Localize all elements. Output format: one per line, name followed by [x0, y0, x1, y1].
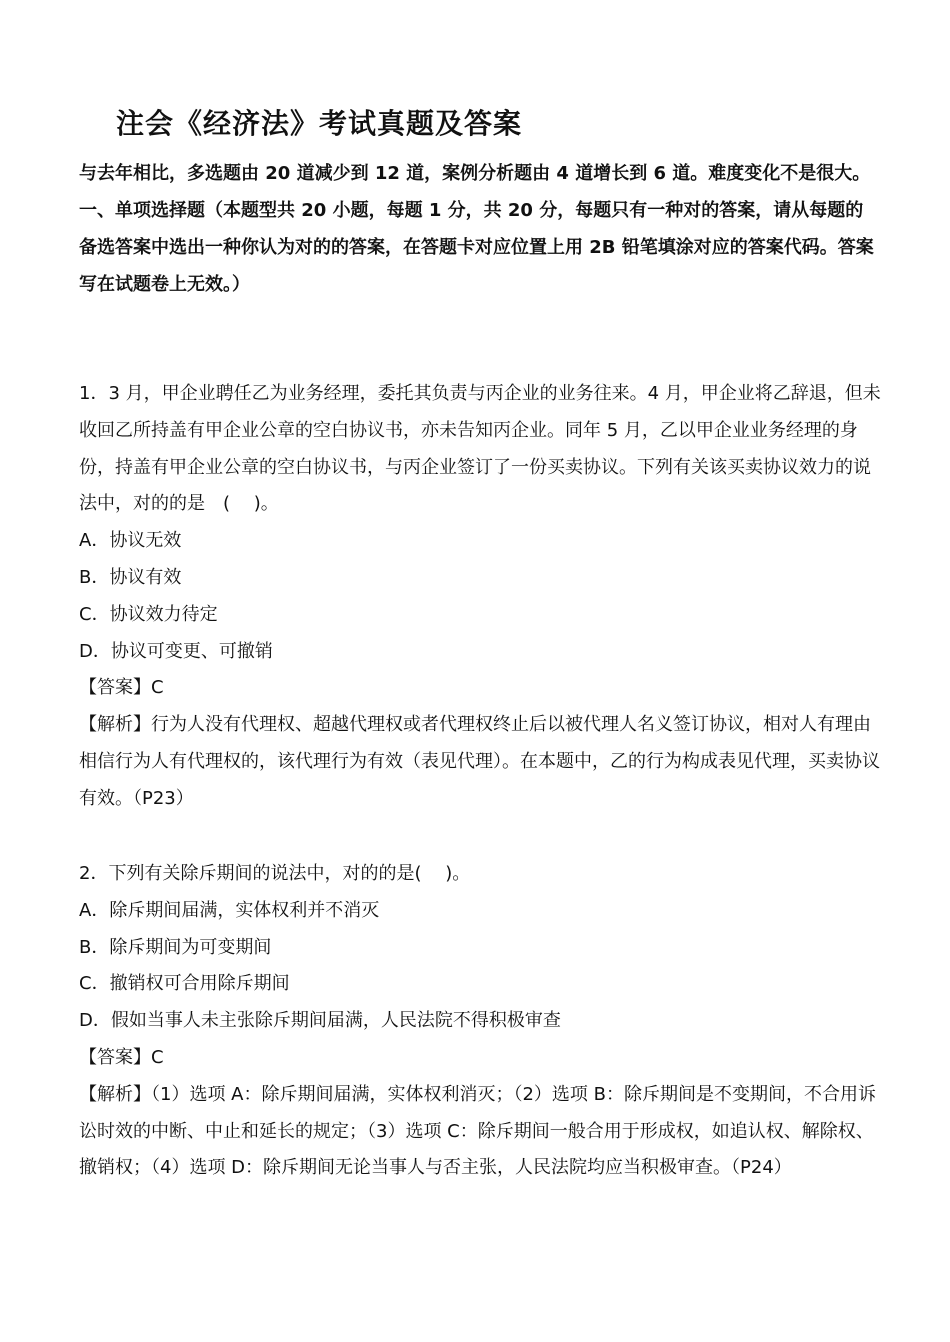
option-b: B．除斥期间为可变期间: [79, 936, 272, 958]
section-heading: 一、单项选择题（本题型共 20 小题，每题 1 分，共 20 分，每题只有一种对的答案，请从每题的备选答案中选出一种你认为对的的答案，在答题卡对应位置上用 2B 铅笔填涂对应的答案代码。答案写在试题卷上无效。）: [79, 200, 874, 295]
answer: 【答案】C: [79, 1046, 164, 1068]
option-a: A．协议无效: [79, 530, 182, 552]
option-d: D．协议可变更、可撤销: [79, 640, 273, 662]
exam-summary: 与去年相比，多选题由 20 道减少到 12 道，案例分析题由 4 道增长到 6 道。难度变化不是很大。: [79, 163, 871, 184]
answer: 【答案】C: [79, 677, 164, 699]
question-stem: 2．下列有关除斥期间的说法中，对的的是( )。: [79, 863, 471, 884]
option-a: A．除斥期间届满，实体权利并不消灭: [79, 899, 380, 921]
option-d: D．假如当事人未主张除斥期间届满，人民法院不得积极审查: [79, 1010, 561, 1032]
page-title: 注会《经济法》考试真题及答案: [116, 107, 523, 140]
option-c: C．协议效力待定: [79, 603, 218, 625]
intro-block: [79, 155, 879, 303]
analysis: 【解析】（1）选项 A：除斥期间届满，实体权利消灭；（2）选项 B：除斥期间是不变期间，不合用诉讼时效的中断、中止和延长的规定；（3）选项 C：除斥期间一般合用于形成权，如追认权、解除权、撤销权；（4）选项 D：除斥期间无论当事人与否主张，人民法院均应当积极审查。（P24）: [79, 1083, 877, 1179]
option-b: B．协议有效: [79, 566, 182, 588]
question-stem: 1．3 月，甲企业聘任乙为业务经理，委托其负责与丙企业的业务往来。4 月，甲企业将乙辞退，但未收回乙所持盖有甲企业公章的空白协议书，亦未告知丙企业。同年 5 月，乙以甲企业业务经理的身份，持盖有甲企业公章的空白协议书，与丙企业签订了一份买卖协议。下列有关该买卖协议效力的说法中，对的的是 ( )。: [79, 383, 881, 515]
analysis: 【解析】行为人没有代理权、超越代理权或者代理权终止后以被代理人名义签订协议，相对人有理由相信行为人有代理权的，该代理行为有效（表见代理）。在本题中，乙的行为构成表见代理，买卖协议有效。（P23）: [79, 714, 880, 809]
question-1: [79, 376, 885, 818]
option-c: C．撤销权可合用除斥期间: [79, 973, 290, 995]
question-2: [79, 856, 885, 1187]
